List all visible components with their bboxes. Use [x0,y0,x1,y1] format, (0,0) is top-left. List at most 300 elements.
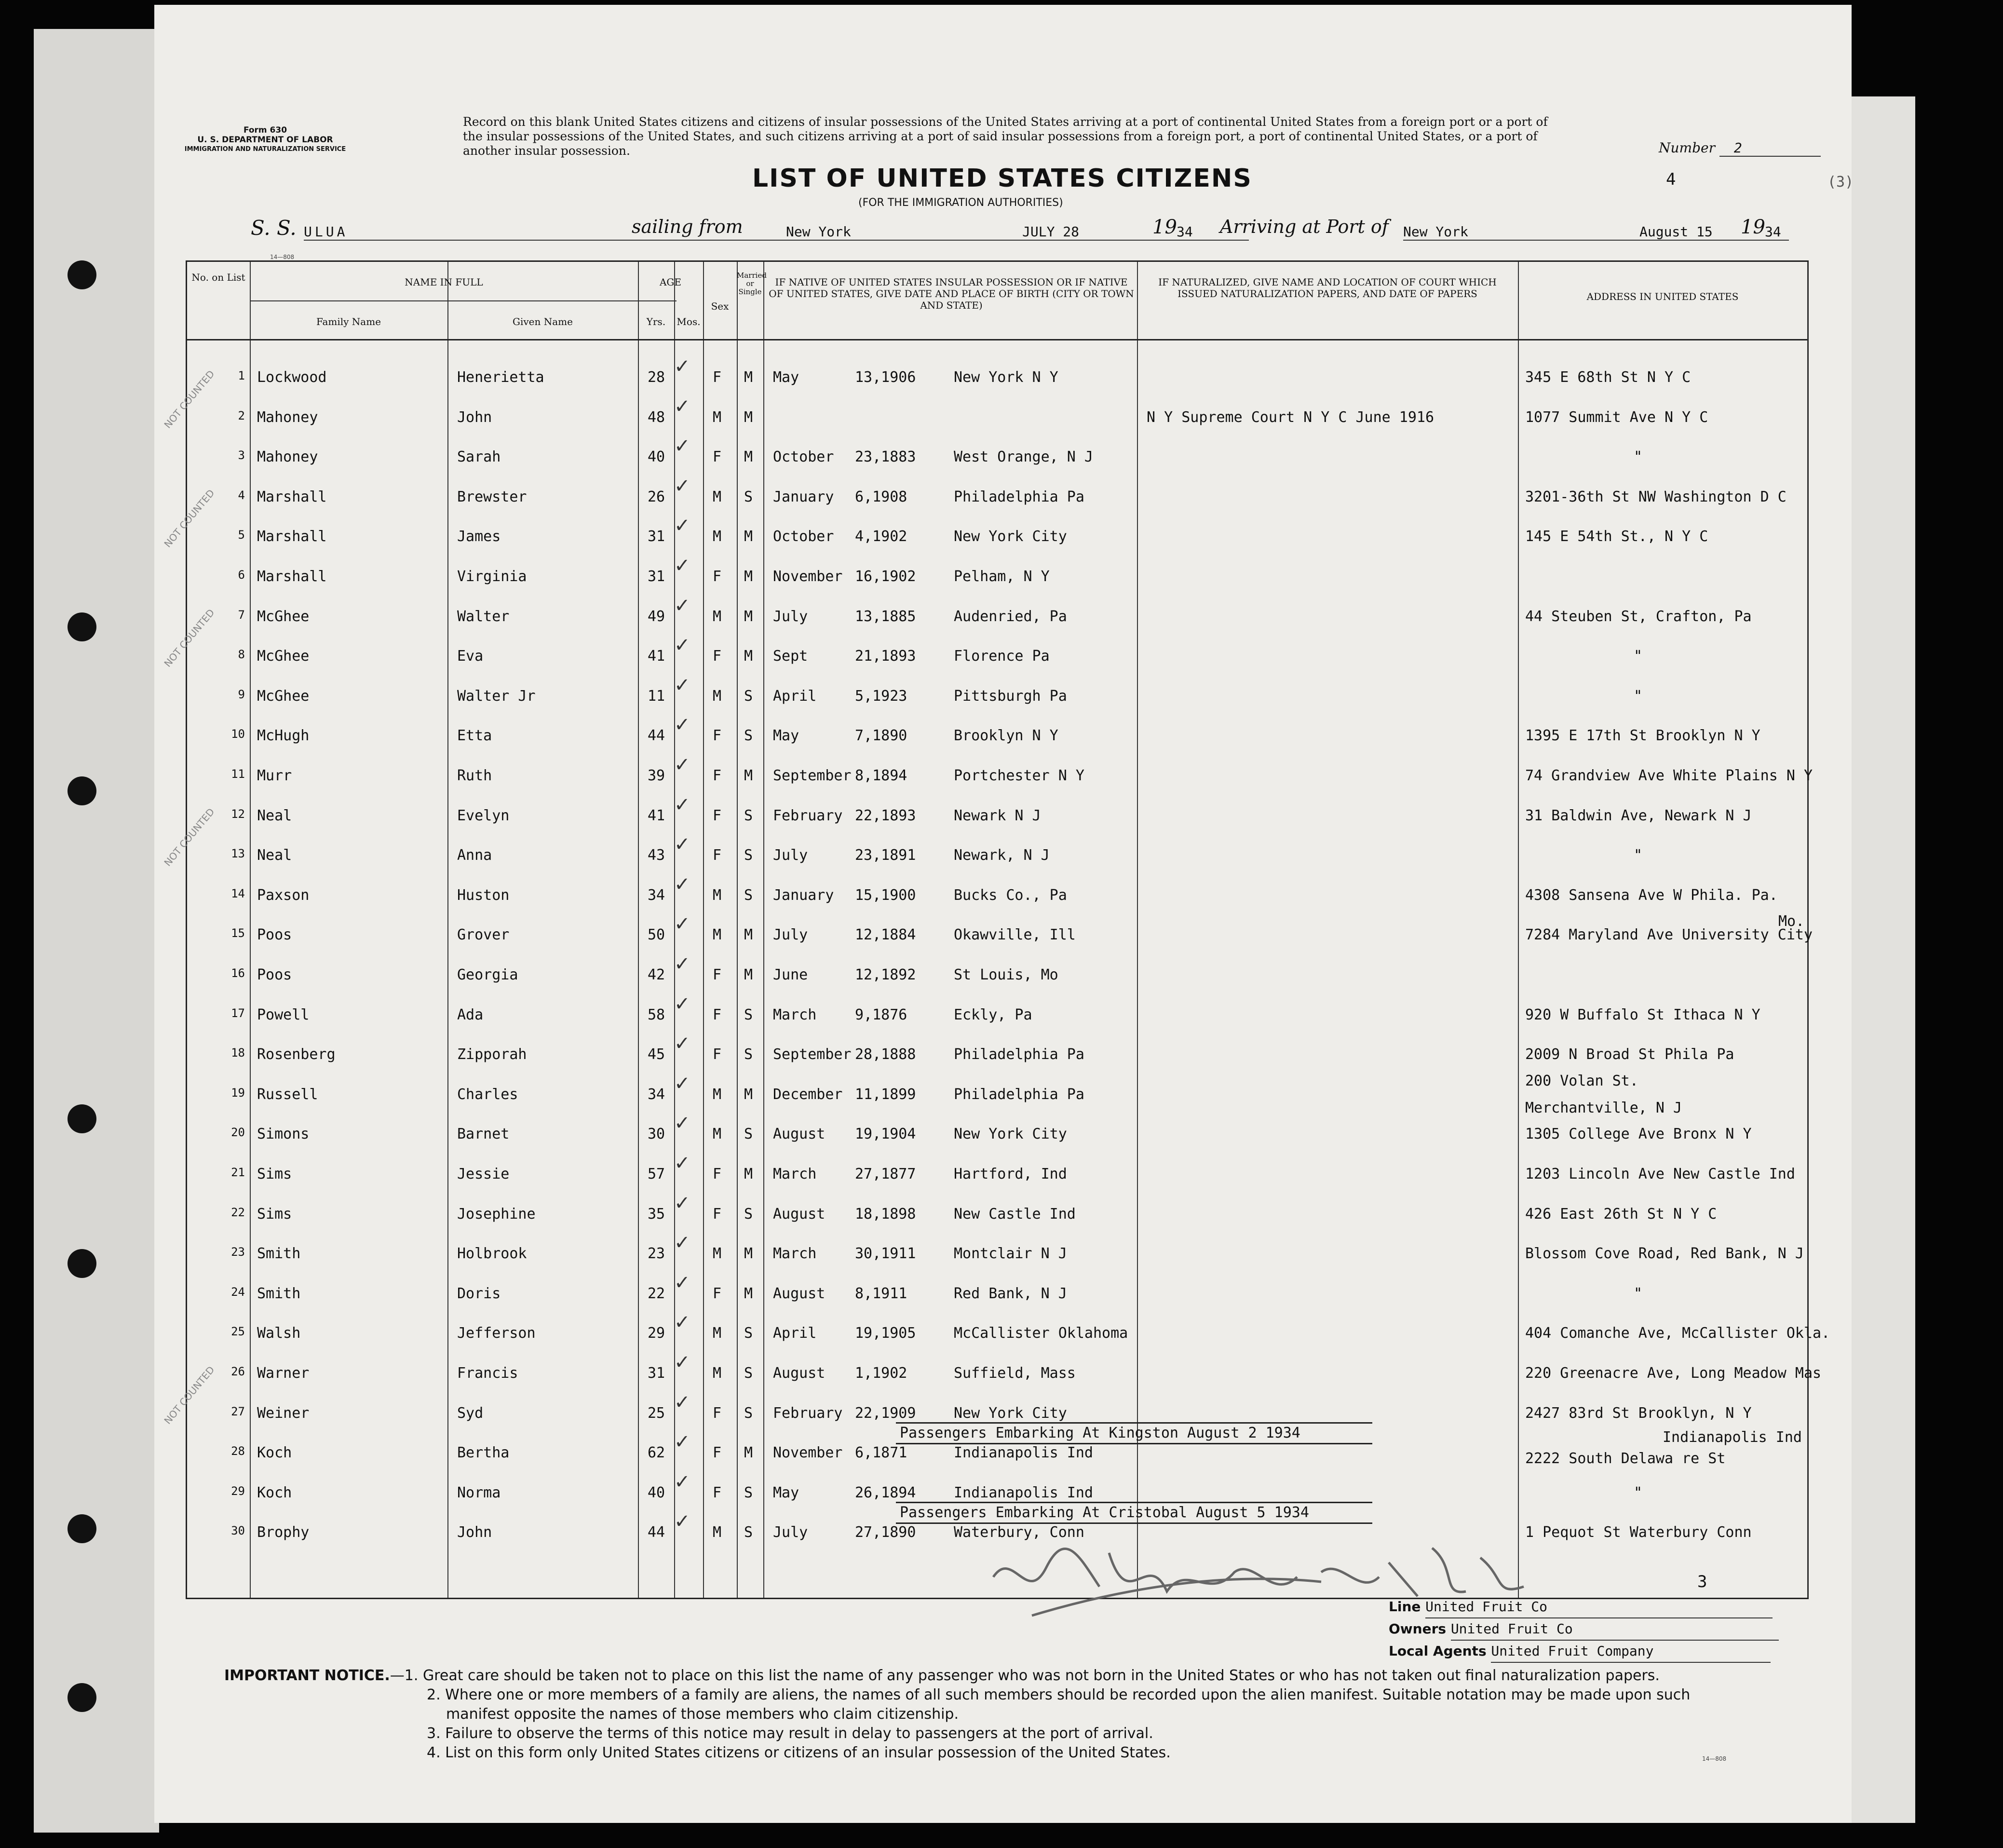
address: 1395 E 17th St Brooklyn N Y [1525,727,1760,744]
family-name: Powell [257,1006,310,1023]
birth-day-year: 12,1884 [855,926,916,943]
sex: F [713,369,722,386]
service-name: IMMIGRATION AND NATURALIZATION SERVICE [184,146,346,153]
sex: F [713,648,722,665]
age-years: 29 [648,1325,665,1342]
address: 345 E 68th St N Y C [1525,369,1691,386]
family-name: Poos [257,966,292,983]
given-name: Walter Jr [457,688,536,705]
check-mark-icon: ✓ [674,515,690,537]
age-years: 43 [648,847,665,864]
age-years: 25 [648,1405,665,1422]
row-number: 15 [231,926,245,940]
family-name: Sims [257,1206,292,1223]
arrival-year-suffix: 34 [1765,224,1781,240]
birth-month: February [773,1405,843,1422]
birth-day-year: 22,1909 [855,1405,916,1422]
birth-place: Okawville, Ill [954,926,1076,943]
birth-month: November [773,568,843,585]
address-line-2: Merchantville, N J [1525,1100,1682,1116]
family-name: Brophy [257,1524,310,1541]
marital-status: S [744,688,753,705]
given-name: Sarah [457,448,501,465]
birth-month: July [773,926,808,943]
marital-status: S [744,1524,753,1541]
age-years: 11 [648,688,665,705]
number-label: Number [1659,140,1715,156]
given-name: Jefferson [457,1325,536,1342]
notice-title: IMPORTANT NOTICE. [224,1667,390,1684]
check-mark-icon: ✓ [674,794,690,816]
embarking-note: Passengers Embarking At Kingston August 2 1934 [896,1422,1372,1444]
check-mark-icon: ✓ [674,953,690,975]
sex: F [713,1006,722,1023]
check-mark-icon: ✓ [674,475,690,497]
age-years: 30 [648,1126,665,1142]
marital-status: M [744,568,753,585]
age-years: 48 [648,409,665,426]
birth-month: August [773,1285,826,1302]
sailing-from: New York [786,224,1249,241]
age-years: 44 [648,1524,665,1541]
birth-month: January [773,887,834,904]
family-name: Walsh [257,1325,301,1342]
birth-place: McCallister Oklahoma [954,1325,1128,1342]
row-number: 3 [238,448,245,462]
address: 7284 Maryland Ave University City [1525,926,1813,943]
marital-status: S [744,489,753,505]
binder-hole [68,612,96,641]
age-years: 45 [648,1046,665,1063]
marital-status: M [744,369,753,386]
row-number: 1 [238,369,245,382]
notice-2b: manifest opposite the names of those members who claim citizenship. [446,1706,959,1723]
check-mark-icon: ✓ [674,754,690,776]
row-number: 29 [231,1484,245,1498]
check-mark-icon: ✓ [674,1112,690,1134]
arrival-date: August 15 [1639,224,1713,240]
given-name: Barnet [457,1126,510,1142]
row-number: 12 [231,807,245,821]
not-counted-stamp: NOT COUNTED [162,368,217,431]
family-name: Koch [257,1484,292,1501]
given-name: Jessie [457,1166,510,1182]
binder-hole [68,1249,96,1278]
birth-month: April [773,688,817,705]
notice-1: —1. Great care should be taken not to place on this list the name of any passenger who was not born in the United States or who has not taken out final naturalization papers. [390,1667,1660,1684]
year-suffix: 34 [1177,224,1193,240]
address: 1 Pequot St Waterbury Conn [1525,1524,1752,1541]
birth-month: July [773,1524,808,1541]
marital-status: M [744,528,753,545]
sex: M [713,1524,722,1541]
birth-month: August [773,1126,826,1142]
address: 3201-36th St NW Washington D C [1525,489,1786,505]
sex: M [713,528,722,545]
binder-hole [68,776,96,805]
birth-place: Suffield, Mass [954,1365,1076,1382]
family-name: Marshall [257,568,327,585]
col-birth: IF NATIVE OF UNITED STATES INSULAR POSSESSION OR IF NATIVE OF UNITED STATES, GIVE DATE AND PLACE OF BIRTH (CITY OR TOWN AND STATE) [769,276,1134,311]
age-years: 39 [648,767,665,784]
table-row [187,395,1807,438]
line-value: United Fruit Co [1425,1596,1773,1618]
marital-status: S [744,727,753,744]
birth-month: September [773,767,852,784]
sex: F [713,767,722,784]
check-mark-icon: ✓ [674,993,690,1015]
binder-hole [68,1104,96,1133]
row-number: 19 [231,1086,245,1100]
family-name: McGhee [257,648,310,665]
birth-day-year: 27,1890 [855,1524,916,1541]
check-mark-icon: ✓ [674,395,690,418]
address: 426 East 26th St N Y C [1525,1206,1717,1223]
address: 1203 Lincoln Ave New Castle Ind [1525,1166,1795,1182]
birth-day-year: 13,1906 [855,369,916,386]
row-number: 4 [238,489,245,502]
sex: F [713,568,722,585]
birth-day-year: 12,1892 [855,966,916,983]
age-years: 40 [648,1484,665,1501]
table-row [187,1232,1807,1274]
birth-place: Newark, N J [954,847,1050,864]
table-row [187,714,1807,756]
birth-month: August [773,1206,826,1223]
address: 220 Greenacre Ave, Long Meadow Mas [1525,1365,1822,1382]
family-name: Mahoney [257,448,318,465]
row-number: 22 [231,1206,245,1219]
row-number: 21 [231,1166,245,1179]
number-field [1659,140,1821,157]
given-name: Ruth [457,767,492,784]
address-line-2: Mo. [1778,913,1805,930]
family-name: Neal [257,847,292,864]
corner-mark: (3) [1827,174,1854,190]
age-years: 41 [648,648,665,665]
given-name: Anna [457,847,492,864]
birth-place: Red Bank, N J [954,1285,1067,1302]
agents-label: Local Agents [1389,1643,1487,1659]
table-row [187,1311,1830,1354]
birth-month: June [773,966,808,983]
birth-day-year: 4,1902 [855,528,907,545]
form-header-block [174,125,357,154]
not-counted-stamp: NOT COUNTED [162,1364,217,1427]
sex: F [713,727,722,744]
sex: M [713,688,722,705]
birth-day-year: 22,1893 [855,807,916,824]
birth-day-year: 23,1891 [855,847,916,864]
birth-day-year: 27,1877 [855,1166,916,1182]
page-title: LIST OF UNITED STATES CITIZENS [752,164,1252,193]
birth-place: New York City [954,528,1067,545]
birth-day-year: 18,1898 [855,1206,916,1223]
birth-place: Brooklyn N Y [954,727,1058,744]
table-row [187,1075,1807,1115]
row-number: 17 [231,1006,245,1020]
col-family-name: Family Name [316,316,381,327]
check-mark-icon: ✓ [674,435,690,457]
sex: F [713,807,722,824]
age-years: 42 [648,966,665,983]
sex: F [713,1046,722,1063]
agents-field [1389,1641,1803,1663]
table-row [187,517,1807,557]
birth-place: Portchester N Y [954,767,1084,784]
sex: M [713,489,722,505]
family-name: Simons [257,1126,310,1142]
marital-status: M [744,926,753,943]
check-mark-icon: ✓ [674,1073,690,1095]
sex: M [713,926,722,943]
marital-status: S [744,1365,753,1382]
birth-day-year: 30,1911 [855,1245,916,1262]
birth-place: Pittsburgh Pa [954,688,1067,705]
sex: F [713,1405,722,1422]
page-subtitle: (FOR THE IMMIGRATION AUTHORITIES) [858,197,1063,209]
given-name: John [457,1524,492,1541]
paper-edge-left [34,29,159,1833]
check-mark-icon: ✓ [674,1351,690,1373]
birth-place: Indianapolis Ind [954,1484,1093,1501]
birth-place: Bucks Co., Pa [954,887,1067,904]
table-row [187,435,1807,477]
col-sex: Sex [711,300,729,312]
line-label: Line [1389,1599,1421,1615]
check-mark-icon: ✓ [674,634,690,656]
table-row [187,794,1807,836]
row-number: 20 [231,1126,245,1139]
given-name: Evelyn [457,807,510,824]
row-number: 30 [231,1524,245,1537]
address: 2427 83rd St Brooklyn, N Y [1525,1405,1752,1422]
birth-day-year: 28,1888 [855,1046,916,1063]
given-name: Brewster [457,489,527,505]
given-name: Charles [457,1086,518,1103]
check-mark-icon: ✓ [674,355,690,378]
paper-edge-right [1842,96,1915,1823]
birth-place: St Louis, Mo [954,966,1058,983]
age-years: 28 [648,369,665,386]
row-number: 27 [231,1405,245,1418]
birth-day-year: 1,1902 [855,1365,907,1382]
birth-month: March [773,1166,817,1182]
marital-status: M [744,1444,753,1461]
birth-place: New York City [954,1126,1067,1142]
check-mark-icon: ✓ [674,714,690,736]
family-name: Russell [257,1086,318,1103]
birth-place: Florence Pa [954,648,1050,665]
age-years: 62 [648,1444,665,1461]
address: 74 Grandview Ave White Plains N Y [1525,767,1813,784]
age-years: 57 [648,1166,665,1182]
birth-day-year: 7,1890 [855,727,907,744]
not-counted-stamp: NOT COUNTED [162,806,217,869]
binder-hole [68,260,96,289]
birth-month: December [773,1086,843,1103]
marital-status: S [744,887,753,904]
binder-hole [68,1683,96,1712]
birth-day-year: 26,1894 [855,1484,916,1501]
check-mark-icon: ✓ [674,1033,690,1055]
age-years: 23 [648,1245,665,1262]
sex: F [713,1444,722,1461]
birth-month: July [773,847,808,864]
address: " [1634,688,1643,705]
family-name: Koch [257,1444,292,1461]
birth-place: Philadelphia Pa [954,489,1084,505]
address: 1077 Summit Ave N Y C [1525,409,1708,426]
table-row [187,475,1807,517]
birth-month: April [773,1325,817,1342]
row-number: 6 [238,568,245,582]
age-years: 41 [648,807,665,824]
age-years: 35 [648,1206,665,1223]
table-row [187,873,1807,916]
sex: F [713,1206,722,1223]
age-years: 50 [648,926,665,943]
table-row [187,754,1813,796]
family-name: Paxson [257,887,310,904]
naturalization: N Y Supreme Court N Y C June 1916 [1147,409,1435,426]
row-number: 11 [231,767,245,781]
sex: F [713,1484,722,1501]
col-no: No. on List [191,272,245,283]
form-intro-text: Record on this blank United States citizens and citizens of insular possessions of the United States arriving at a port of continental United States from a foreign port or a port of the insular possessions of the United States, and such citizens arriving at a port of said insular possessions from a foreign port, a port of continental United States, or a port of another insular possession. [463,115,1548,158]
age-years: 34 [648,1086,665,1103]
birth-day-year: 21,1893 [855,648,916,665]
given-name: Holbrook [457,1245,527,1262]
birth-place: Hartford, Ind [954,1166,1067,1182]
sex: M [713,1126,722,1142]
table-row [187,1351,1822,1394]
sex: M [713,1245,722,1262]
address: 4308 Sansena Ave W Phila. Pa. [1525,887,1778,904]
birth-day-year: 8,1894 [855,767,907,784]
address: 2009 N Broad St Phila Pa [1525,1046,1734,1063]
given-name: Ada [457,1006,484,1023]
table-row [187,1152,1807,1195]
marital-status: S [744,1405,753,1422]
birth-month: November [773,1444,843,1461]
birth-day-year: 6,1871 [855,1444,907,1461]
notice-2: 2. Where one or more members of a family are aliens, the names of all such members should be recorded upon the alien manifest. Suitable notation may be made upon such [427,1686,1691,1703]
marital-status: M [744,409,753,426]
age-years: 40 [648,448,665,465]
marital-status: S [744,1484,753,1501]
birth-place: Newark N J [954,807,1041,824]
check-mark-icon: ✓ [674,833,690,856]
age-years: 44 [648,727,665,744]
address: 404 Comanche Ave, McCallister Okla. [1525,1325,1830,1342]
birth-place: New York City [954,1405,1067,1422]
family-name: Mahoney [257,409,318,426]
form-number: Form 630 [243,125,287,135]
given-name: Zipporah [457,1046,527,1063]
not-counted-stamp: NOT COUNTED [162,607,217,669]
sailing-label: sailing from [632,216,743,237]
table-row [187,913,1813,955]
given-name: John [457,409,492,426]
given-name: Etta [457,727,492,744]
binder-hole [68,1514,96,1543]
address: 200 Volan St. [1525,1073,1638,1089]
table-row [187,355,1807,398]
given-name: Walter [457,608,510,625]
arrival-year-prefix: 19 [1741,216,1765,238]
col-given-name: Given Name [513,316,573,327]
birth-place: New York N Y [954,369,1058,386]
given-name: Georgia [457,966,518,983]
age-years: 22 [648,1285,665,1302]
birth-month: January [773,489,834,505]
birth-day-year: 19,1905 [855,1325,916,1342]
address: 44 Steuben St, Crafton, Pa [1525,608,1752,625]
check-mark-icon: ✓ [674,1152,690,1174]
address: 920 W Buffalo St Ithaca N Y [1525,1006,1760,1023]
print-code: 14—808 [270,254,295,260]
row-number: 8 [238,648,245,661]
birth-place: Audenried, Pa [954,608,1067,625]
address: 145 E 54th St., N Y C [1525,528,1708,545]
department-name: U. S. DEPARTMENT OF LABOR [197,135,333,145]
marital-status: M [744,608,753,625]
marital-status: S [744,847,753,864]
birth-month: Sept [773,648,808,665]
birth-day-year: 23,1883 [855,448,916,465]
given-name: Norma [457,1484,501,1501]
ship-name: ULUA [304,224,863,241]
notice-4: 4. List on this form only United States citizens or citizens of an insular possession of the United States. [427,1744,1171,1761]
check-mark-icon: ✓ [674,1510,690,1533]
check-mark-icon: ✓ [674,555,690,577]
family-name: McGhee [257,688,310,705]
important-notice [224,1666,1815,1763]
birth-day-year: 15,1900 [855,887,916,904]
marital-status: M [744,648,753,665]
col-age: AGE [659,276,682,288]
family-name: Sims [257,1166,292,1182]
family-name: Murr [257,767,292,784]
given-name: Francis [457,1365,518,1382]
given-name: Virginia [457,568,527,585]
passenger-table [162,260,1830,1599]
row-number: 16 [231,966,245,980]
row-number: 7 [238,608,245,622]
sex: F [713,847,722,864]
birth-month: May [773,369,799,386]
birth-place: New Castle Ind [954,1206,1076,1223]
family-name: Marshall [257,528,327,545]
marital-status: S [744,1126,753,1142]
row-number: 10 [231,727,245,741]
family-name: Smith [257,1245,301,1262]
marital-status: M [744,767,753,784]
check-mark-icon: ✓ [674,1311,690,1333]
col-name-in-full: NAME IN FULL [405,276,483,288]
sex: F [713,1285,722,1302]
marital-status: M [744,1086,753,1103]
birth-month: July [773,608,808,625]
given-name: Eva [457,648,484,665]
sex: F [713,1166,722,1182]
sex: F [713,448,722,465]
address: " [1634,1484,1643,1501]
birth-place: Pelham, N Y [954,568,1050,585]
address-line-2: Indianapolis Ind [1663,1429,1802,1446]
birth-place: Waterbury, Conn [954,1524,1084,1541]
